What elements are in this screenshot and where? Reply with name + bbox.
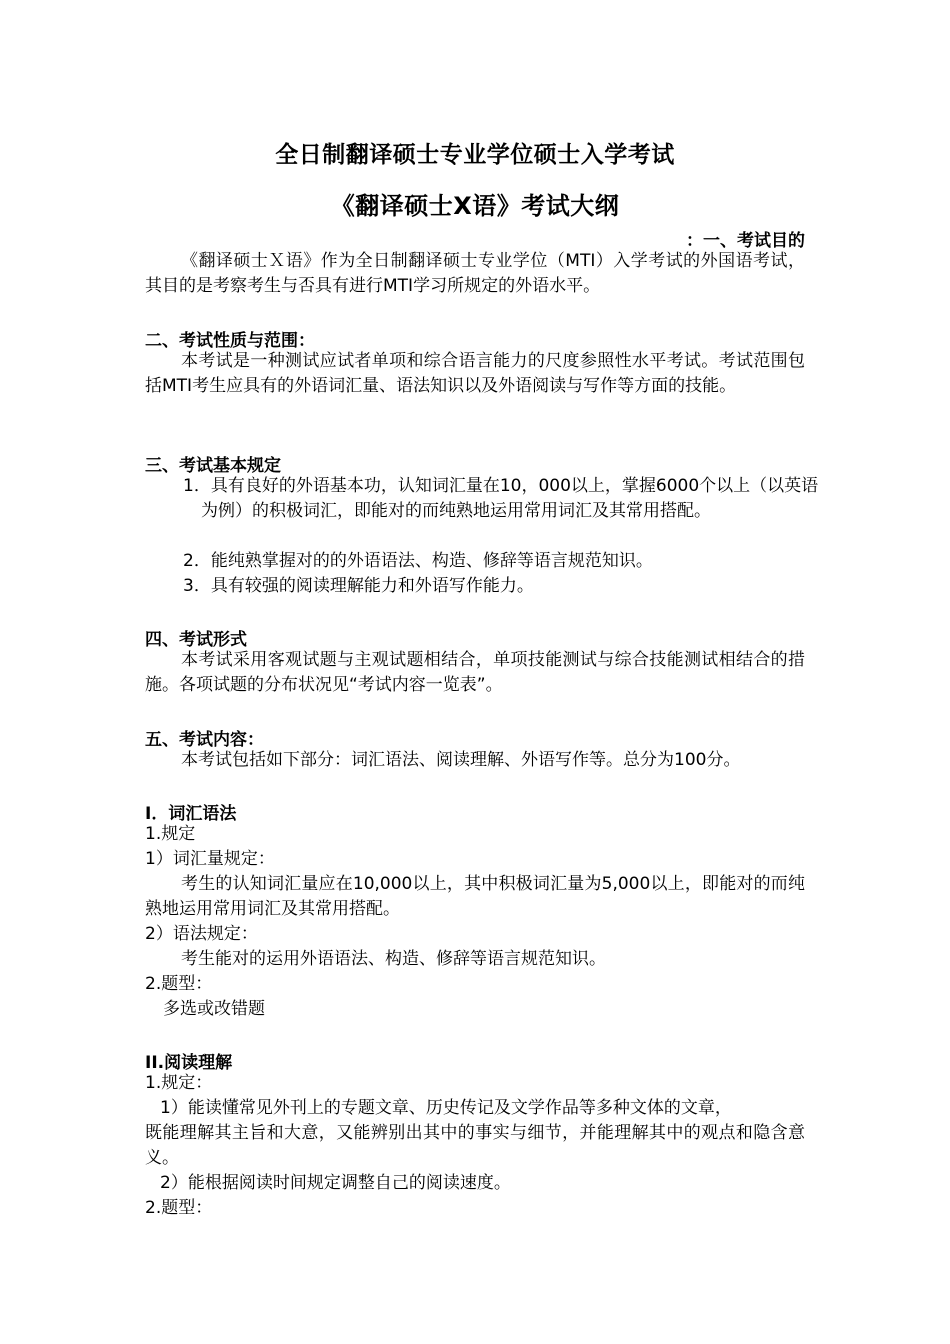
part-2-type-label: 2.题型： bbox=[145, 1198, 213, 1218]
part-2-rule-label: 1.规定： bbox=[145, 1073, 213, 1093]
section-3-heading: 三、考试基本规定 bbox=[145, 456, 281, 476]
section-4-body: 本考试采用客观试题与主观试题相结合，单项技能测试与综合技能测试相结合的措施。各项试题的分布状况见“考试内容一览表”。 bbox=[145, 650, 805, 695]
part-2-item-1-rest: 既能理解其主旨和大意，又能辨别出其中的事实与细节，并能理解其中的观点和隐含意义。 bbox=[145, 1123, 805, 1168]
part-2-item-2: 2）能根据阅读时间规定调整自己的阅读速度。 bbox=[160, 1173, 511, 1193]
section-1-body: 《翻译硕士Ｘ语》作为全日制翻译硕士专业学位（MTI）入学考试的外国语考试，其目的是考察考生与否具有进行MTI学习所规定的外语水平。 bbox=[145, 251, 805, 296]
section-4-heading: 四、考试形式 bbox=[145, 630, 247, 650]
section-5-body: 本考试包括如下部分：词汇语法、阅读理解、外语写作等。总分为100分。 bbox=[181, 750, 741, 770]
part-2-item-1-first: 1）能读懂常见外刊上的专题文章、历史传记及文学作品等多种文体的文章， bbox=[160, 1098, 732, 1118]
part-1-heading: I．词汇语法 bbox=[145, 804, 237, 824]
part-1-vocab-body: 考生的认知词汇量应在10,000以上，其中积极词汇量为5,000以上，即能对的而纯熟地运用常用词汇及其常用搭配。 bbox=[145, 874, 805, 919]
part-2-heading: II.阅读理解 bbox=[145, 1053, 233, 1073]
section-2-heading: 二、考试性质与范围： bbox=[145, 331, 315, 351]
section-5-heading: 五、考试内容： bbox=[145, 730, 264, 750]
part-1-type-body: 多选或改错题 bbox=[163, 999, 265, 1019]
section-3-item-3: 3．具有较强的阅读理解能力和外语写作能力。 bbox=[183, 576, 534, 596]
section-3-item-1: 1．具有良好的外语基本功，认知词汇量在10，000以上，掌握6000个以上（以英语为例）的积极词汇，即能对的而纯熟地运用常用词汇及其常用搭配。 bbox=[183, 476, 819, 521]
document-title: 全日制翻译硕士专业学位硕士入学考试 bbox=[275, 142, 675, 168]
section-2-body: 本考试是一种测试应试者单项和综合语言能力的尺度参照性水平考试。考试范围包括MTI考生应具有的外语词汇量、语法知识以及外语阅读与写作等方面的技能。 bbox=[145, 351, 805, 396]
part-1-vocab-label: 1）词汇量规定： bbox=[145, 849, 275, 869]
part-1-rule-label: 1.规定 bbox=[145, 824, 196, 844]
part-1-grammar-body: 考生能对的运用外语语法、构造、修辞等语言规范知识。 bbox=[181, 949, 606, 969]
document-subtitle: 《翻译硕士X语》考试大纲 bbox=[330, 192, 620, 220]
section-1-heading: ：一、考试目的 bbox=[686, 231, 805, 251]
part-1-type-label: 2.题型： bbox=[145, 974, 213, 994]
section-3-item-2: 2．能纯熟掌握对的的外语语法、构造、修辞等语言规范知识。 bbox=[183, 551, 653, 571]
part-1-grammar-label: 2）语法规定： bbox=[145, 924, 258, 944]
